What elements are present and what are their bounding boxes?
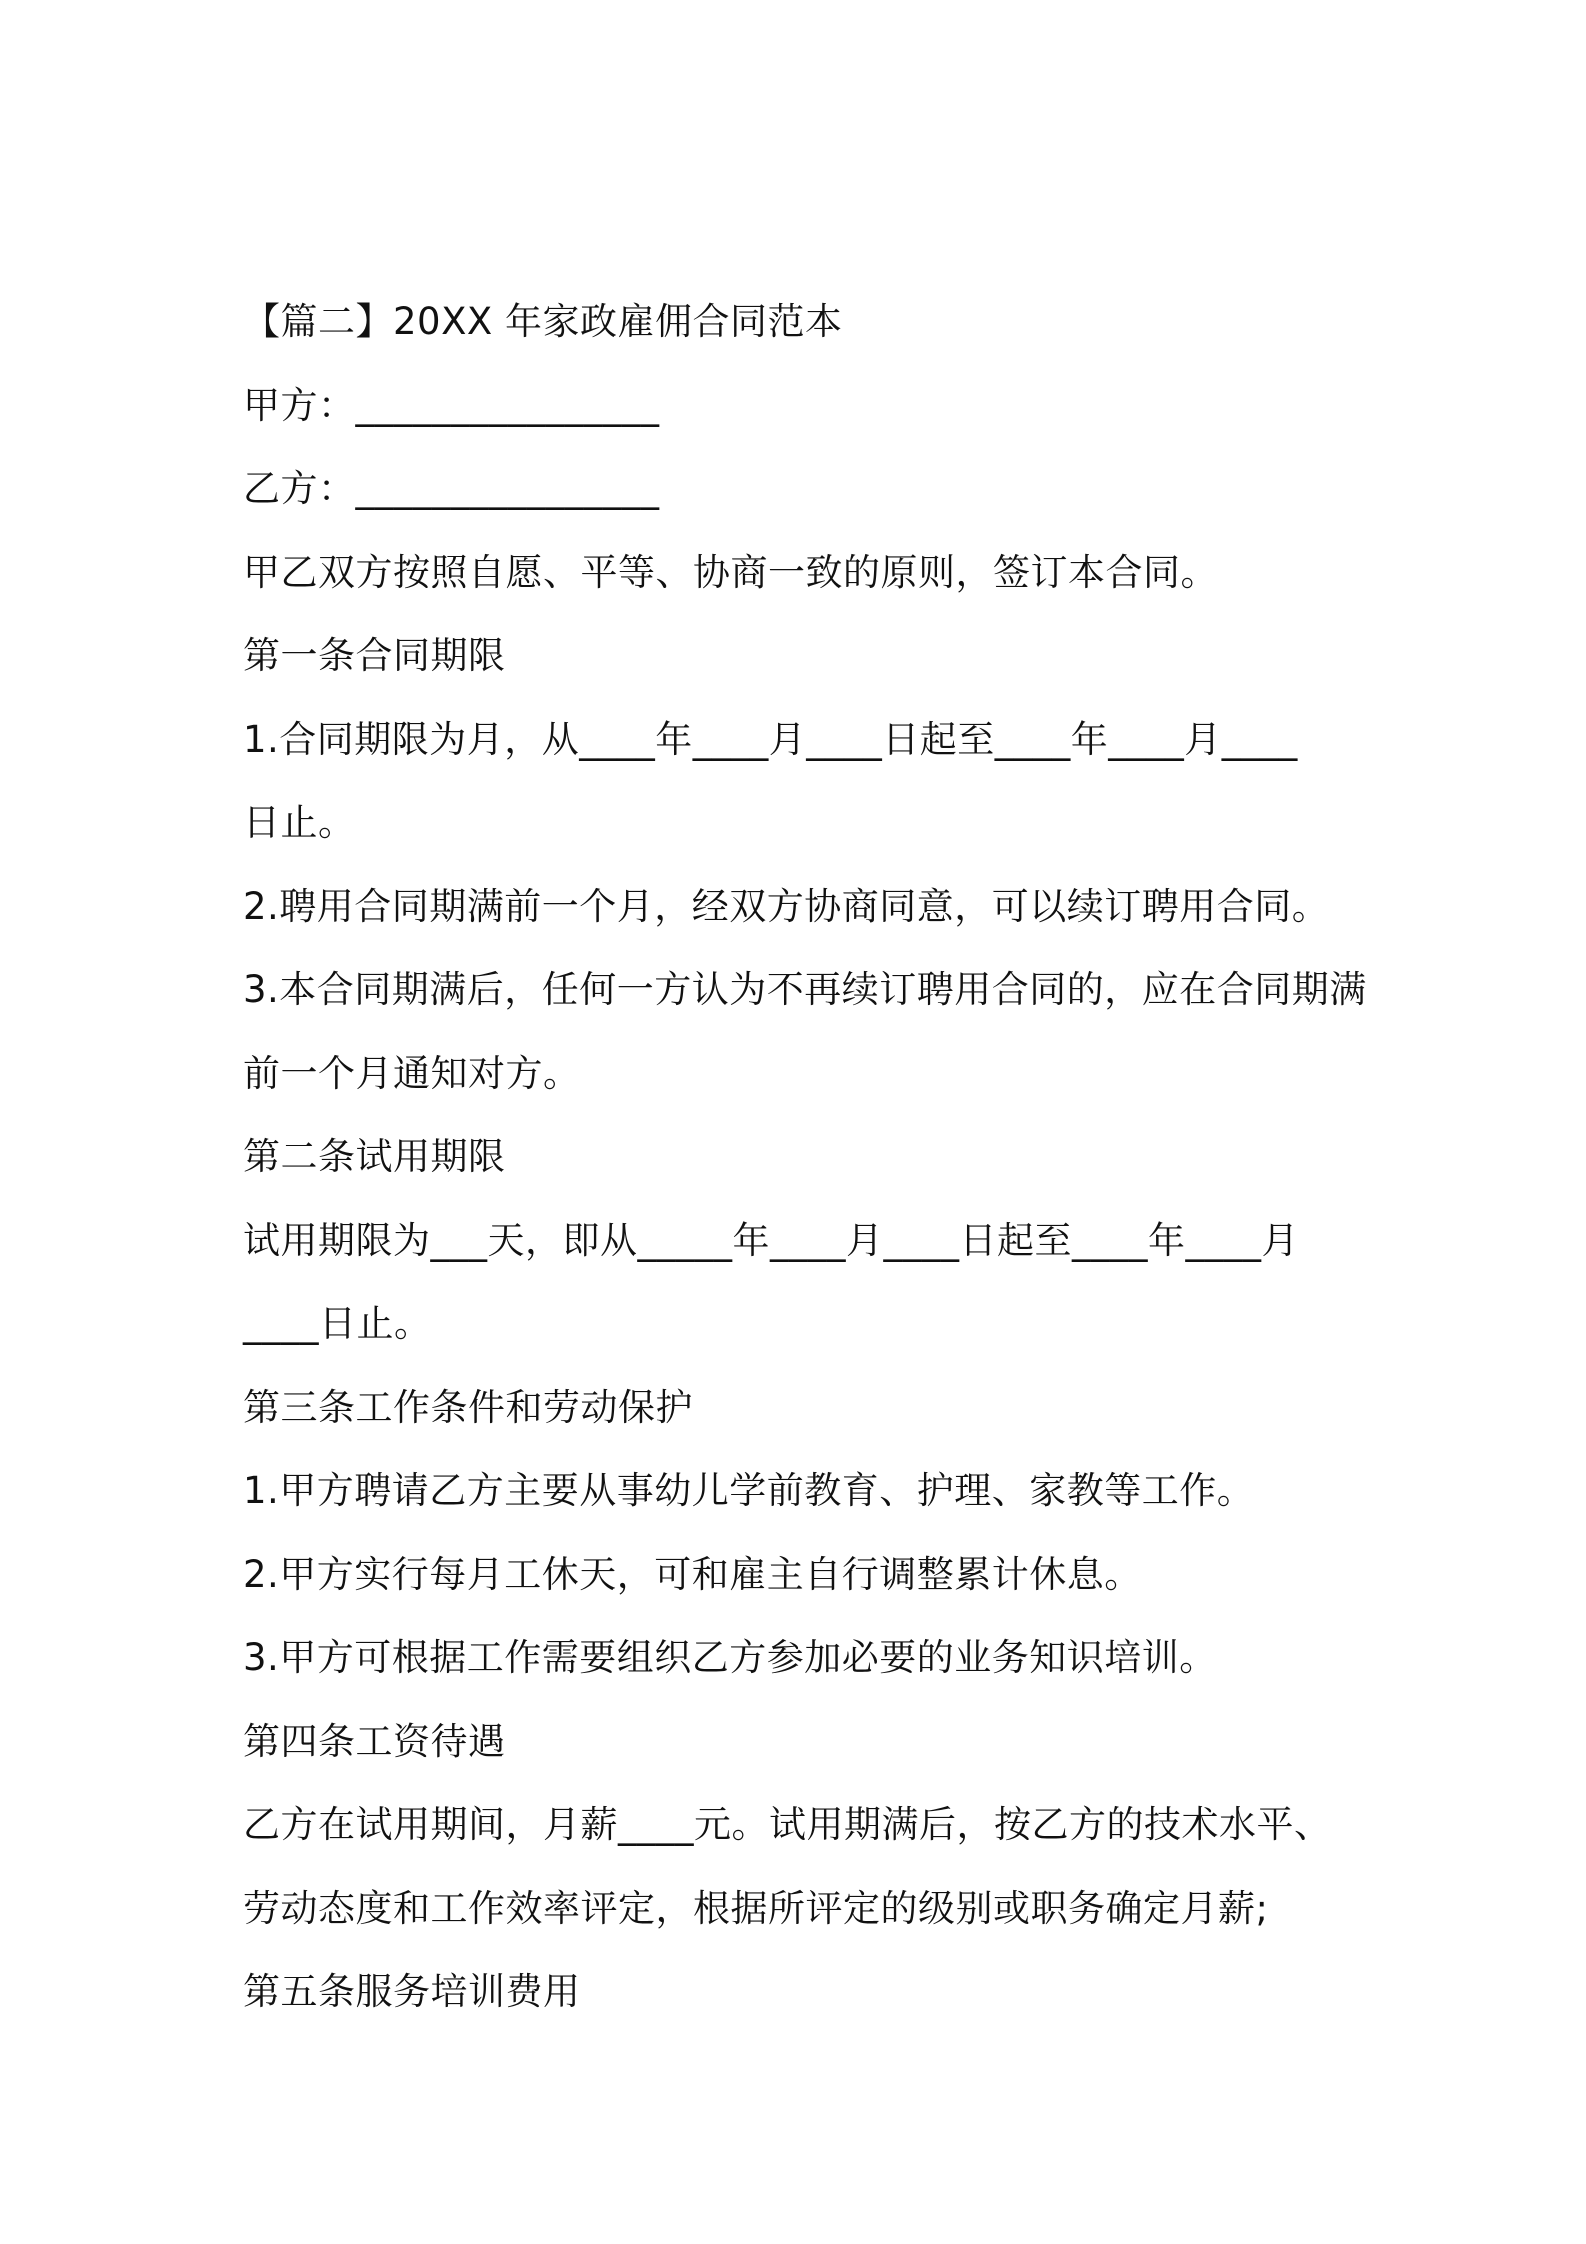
article-2-text: 试用期限为___天，即从_____年____月____日起至____年____月 [243, 1218, 1299, 1262]
preamble-text: 甲乙双方按照自愿、平等、协商一致的原则，签订本合同。 [243, 550, 1218, 594]
article-1-clause-1-cont: 日止。 [243, 801, 356, 844]
article-1-clause-3-cont: 前一个月通知对方。 [243, 1051, 581, 1095]
article-1-heading: 第一条合同期限 [243, 634, 506, 677]
article-2-text-cont: ____日止。 [243, 1302, 432, 1345]
document-body [243, 280, 1367, 2034]
party-b-line: 乙方：________________ [243, 467, 660, 510]
article-1-clause-1: 1.合同期限为月，从____年____月____日起至____年____月____ [243, 717, 1298, 761]
article-3-clause-2: 2.甲方实行每月工休天，可和雇主自行调整累计休息。 [243, 1552, 1142, 1596]
article-3-clause-1: 1.甲方聘请乙方主要从事幼儿学前教育、护理、家教等工作。 [243, 1469, 1255, 1512]
document-title: 【篇二】20XX 年家政雇佣合同范本 [243, 300, 843, 343]
article-1-clause-2: 2.聘用合同期满前一个月，经双方协商同意，可以续订聘用合同。 [243, 884, 1330, 928]
article-3-heading: 第三条工作条件和劳动保护 [243, 1385, 693, 1429]
article-1-clause-3: 3.本合同期满后，任何一方认为不再续订聘用合同的，应在合同期满 [243, 968, 1367, 1011]
article-4-heading: 第四条工资待遇 [243, 1719, 506, 1763]
article-4-text: 乙方在试用期间，月薪____元。试用期满后，按乙方的技术水平、 [243, 1803, 1332, 1846]
article-3-clause-3: 3.甲方可根据工作需要组织乙方参加必要的业务知识培训。 [243, 1636, 1217, 1679]
party-a-line: 甲方：________________ [243, 383, 660, 427]
article-4-text-cont: 劳动态度和工作效率评定，根据所评定的级别或职务确定月薪; [243, 1886, 1269, 1930]
article-2-heading: 第二条试用期限 [243, 1135, 506, 1178]
article-5-heading: 第五条服务培训费用 [243, 1970, 581, 2013]
